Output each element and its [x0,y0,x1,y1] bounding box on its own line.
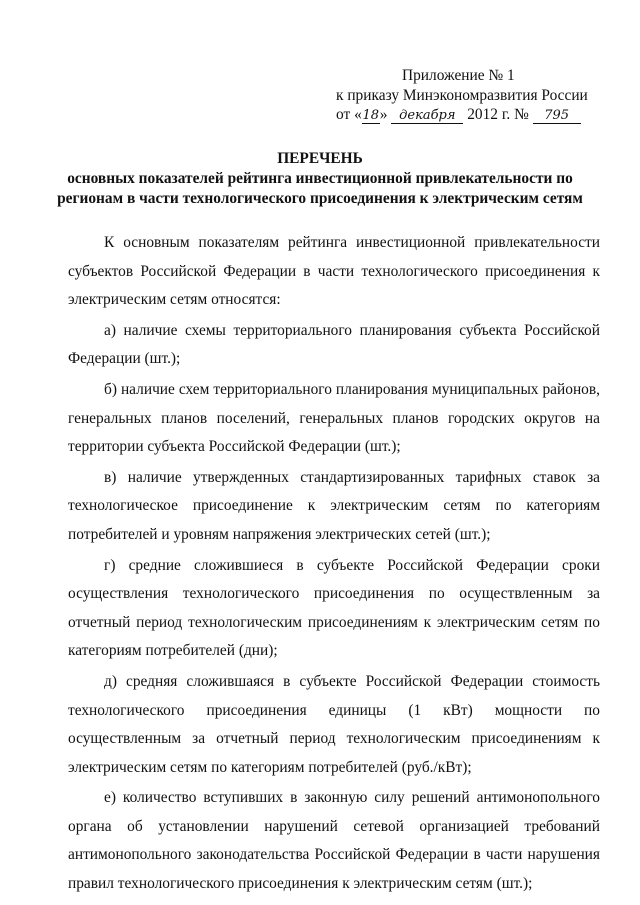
document-body [68,229,600,899]
year-and-number-label: 2012 г. № [467,106,529,123]
order-reference: к приказу Минэкономразвития России [336,86,588,104]
date-prefix: от « [336,106,362,123]
appendix-header [336,66,626,125]
document-title [40,149,600,209]
handwritten-month: декабря [391,109,463,124]
list-item-a: а) наличие схемы территориального планирования субъекта Российской Федерации (шт.); [68,321,600,368]
title-subline-1: основных показателей рейтинга инвестиционной привлекательности по [67,170,573,187]
appendix-number: Приложение № 1 [402,67,515,84]
list-item-v: в) наличие утвержденных стандартизированных тарифных ставок за технологическое присоединение к электрическим сетям по категориям потребителей и уровням напряжения электрических сетей (шт.); [68,468,600,543]
title-subline-2: регионам в части технологического присоединения к электрическим сетям [57,190,583,207]
list-item-d: д) средняя сложившаяся в субъекте Российской Федерации стоимость технологического присоединения единицы (1 кВт) мощности по осуществленным за отчетный период технологическим присоединениям к электрическим сетям по категориям потребителей (руб./кВт); [68,672,600,776]
date-quote-close: » [379,106,388,123]
order-date-line [336,105,626,125]
intro-paragraph: К основным показателям рейтинга инвестиционной привлекательности субъектов Российской Федерации в части технологического присоединения к электрическим сетям относятся: [68,234,600,309]
handwritten-day: 18 [362,108,380,123]
list-item-b: б) наличие схем территориального планирования муниципальных районов, генеральных планов поселений, генеральных планов городских округов на территории субъекта Российской Федерации (шт.); [68,380,600,456]
list-item-g: г) средние сложившиеся в субъекте Российской Федерации сроки осуществления технологического присоединения по осуществленным за отчетный период технологическим присоединениям к электрическим сетям по категориям потребителей (дни); [68,556,600,660]
handwritten-order-number: 795 [533,109,581,124]
title-heading: ПЕРЕЧЕНЬ [277,150,363,167]
list-item-e: е) количество вступивших в законную силу решений антимонопольного органа об установлении нарушений сетевой организацией требований антимонопольного законодательства Российской Федерации в части нарушения правил технологического присоединения к электрическим сетям (шт.); [68,789,600,893]
